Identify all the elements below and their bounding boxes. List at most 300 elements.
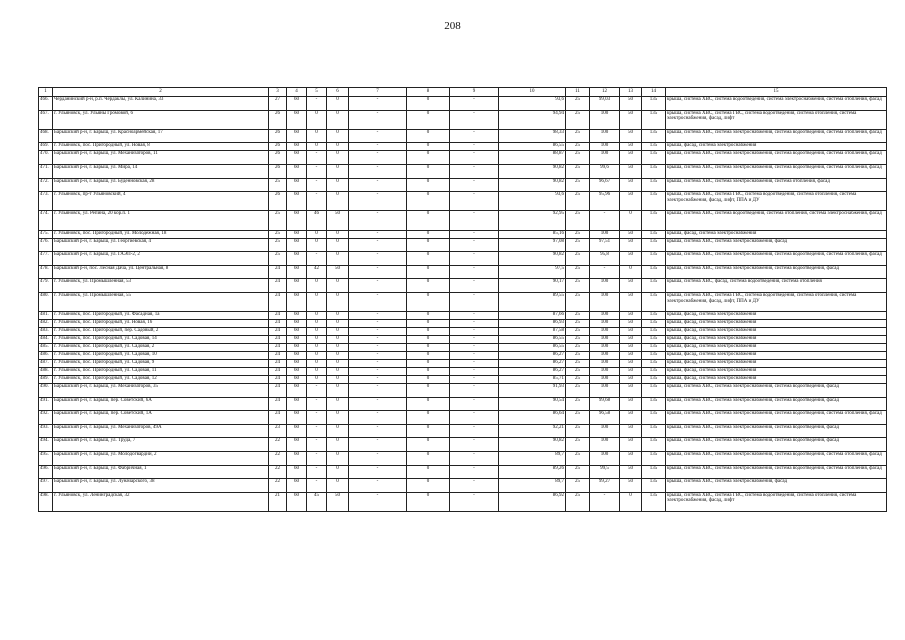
cell-col-8: 0	[407, 238, 450, 252]
cell-col-3: 22	[269, 465, 287, 479]
cell-col-11: 25	[566, 252, 590, 266]
table-row	[39, 312, 887, 320]
cell-address: г. Ульяновск, ул. Ульяны Громовой, 6	[53, 110, 269, 129]
cell-row-number: 490.	[39, 384, 53, 398]
cell-col-3: 22	[269, 452, 287, 466]
cell-col-11: 25	[566, 368, 590, 376]
cell-col-3: 26	[269, 151, 287, 165]
cell-col-3: 25	[269, 211, 287, 230]
cell-col-14: 135	[642, 352, 666, 360]
cell-col-4: 60	[287, 312, 307, 320]
cell-row-number: 485.	[39, 344, 53, 352]
table-row	[39, 230, 887, 238]
cell-col-7: -	[349, 411, 407, 425]
cell-col-14: 135	[642, 143, 666, 151]
cell-col-5: -	[307, 424, 327, 438]
cell-col-8: 0	[407, 143, 450, 151]
column-number: 13	[620, 88, 642, 97]
cell-col-7: -	[349, 397, 407, 411]
cell-col-4: 60	[287, 397, 307, 411]
cell-col-11: 25	[566, 384, 590, 398]
cell-row-number: 494.	[39, 438, 53, 452]
column-number: 3	[269, 88, 287, 97]
cell-work-types: крыша, система ХВС, система ГВС, система водоотведения, система отопления, система электроснабжения, фасад, лифт	[666, 110, 887, 129]
cell-col-8: 0	[407, 151, 450, 165]
cell-col-8: 0	[407, 252, 450, 266]
cell-col-12: 100	[590, 143, 620, 151]
cell-address: Барышский р-н, г. Барыш, ул. Механизаторов, 35	[53, 384, 269, 398]
cell-row-number: 478.	[39, 265, 53, 279]
cell-work-types: крыша, фасад, система электроснабжения	[666, 143, 887, 151]
cell-col-3: 24	[269, 384, 287, 398]
cell-col-11: 25	[566, 97, 590, 111]
cell-col-13: 50	[620, 110, 642, 129]
cell-address: Барышский р-н, г. Барыш, ул. Буденновская, 28	[53, 178, 269, 192]
cell-address: г. Ульяновск, пос. Пригородный, ул. Садовая, 14	[53, 336, 269, 344]
cell-col-7: -	[349, 238, 407, 252]
cell-col-5: 0	[307, 238, 327, 252]
cell-col-10: 85,16	[499, 230, 566, 238]
cell-row-number: 489.	[39, 376, 53, 384]
cell-col-5: 0	[307, 336, 327, 344]
cell-col-14: 135	[642, 479, 666, 493]
cell-col-11: 25	[566, 230, 590, 238]
cell-work-types: крыша, фасад, система электроснабжения	[666, 312, 887, 320]
cell-col-13: 50	[620, 479, 642, 493]
cell-address: Барышский р-н, г. Барыш, ул. Луначарского, 38	[53, 479, 269, 493]
cell-row-number: 477.	[39, 252, 53, 266]
cell-row-number: 486.	[39, 352, 53, 360]
cell-col-3: 24	[269, 279, 287, 293]
cell-col-6: 0	[327, 368, 349, 376]
cell-work-types: крыша, система ХВС, система электроснабжения, система водоотведения, система отопления, фасад	[666, 465, 887, 479]
cell-col-7: -	[349, 360, 407, 368]
cell-col-4: 60	[287, 465, 307, 479]
cell-col-7: -	[349, 384, 407, 398]
column-number: 4	[287, 88, 307, 97]
cell-col-6: 0	[327, 360, 349, 368]
cell-col-4: 60	[287, 352, 307, 360]
cell-col-10: 86,64	[499, 411, 566, 425]
cell-col-10: 93,6	[499, 192, 566, 211]
table-row	[39, 178, 887, 192]
cell-work-types: крыша, система ХВС, система электроснабжения, система водоотведения, система отопления, фасад	[666, 411, 887, 425]
cell-col-3: 27	[269, 97, 287, 111]
cell-work-types: крыша, система ХВС, система электроснабжения, система отопления, фасад	[666, 178, 887, 192]
cell-col-12: 100	[590, 352, 620, 360]
cell-col-6: 0	[327, 312, 349, 320]
cell-col-14: 135	[642, 320, 666, 328]
cell-col-8: 0	[407, 230, 450, 238]
cell-col-4: 60	[287, 265, 307, 279]
cell-col-11: 25	[566, 279, 590, 293]
column-number: 10	[499, 88, 566, 97]
cell-work-types: крыша, фасад, система электроснабжения	[666, 230, 887, 238]
cell-col-6: 0	[327, 465, 349, 479]
cell-col-9: -	[450, 344, 499, 352]
cell-col-11: 25	[566, 424, 590, 438]
cell-col-14: 135	[642, 110, 666, 129]
cell-col-7: -	[349, 151, 407, 165]
table-row	[39, 336, 887, 344]
cell-col-10: 89,7	[499, 452, 566, 466]
cell-col-7: -	[349, 368, 407, 376]
table-row	[39, 320, 887, 328]
cell-col-12: 99,6	[590, 164, 620, 178]
cell-row-number: 474.	[39, 211, 53, 230]
cell-col-13: 50	[620, 164, 642, 178]
cell-address: Барышский р-н, г. Барыш, ул. Красноармейская, 17	[53, 129, 269, 143]
cell-col-13: 50	[620, 344, 642, 352]
cell-col-5: 0	[307, 352, 327, 360]
column-number: 15	[666, 88, 887, 97]
cell-col-10: 97,08	[499, 238, 566, 252]
cell-col-3: 25	[269, 252, 287, 266]
cell-col-4: 60	[287, 376, 307, 384]
cell-col-12: 100	[590, 424, 620, 438]
cell-col-6: 0	[327, 479, 349, 493]
cell-col-12: 100	[590, 230, 620, 238]
cell-col-6: 0	[327, 344, 349, 352]
cell-col-11: 25	[566, 360, 590, 368]
cell-col-7: -	[349, 452, 407, 466]
cell-col-9: -	[450, 230, 499, 238]
cell-col-7: -	[349, 178, 407, 192]
table-row	[39, 110, 887, 129]
cell-address: г. Ульяновск, ул. Репина, 20 кор.п. 1	[53, 211, 269, 230]
cell-col-9: -	[450, 279, 499, 293]
cell-col-12: -	[590, 211, 620, 230]
cell-col-3: 26	[269, 129, 287, 143]
cell-col-13: 50	[620, 178, 642, 192]
cell-col-13: 50	[620, 192, 642, 211]
table-row	[39, 384, 887, 398]
cell-col-4: 60	[287, 320, 307, 328]
cell-row-number: 476.	[39, 238, 53, 252]
cell-col-6: 0	[327, 110, 349, 129]
cell-col-10: 94,94	[499, 110, 566, 129]
table-row	[39, 438, 887, 452]
cell-col-3: 24	[269, 292, 287, 311]
cell-col-9: -	[450, 384, 499, 398]
cell-col-3: 26	[269, 110, 287, 129]
cell-col-12: 100	[590, 279, 620, 293]
cell-address: г. Ульяновск, ул. Промышленная, 55	[53, 292, 269, 311]
cell-col-9: -	[450, 328, 499, 336]
cell-col-12: -	[590, 492, 620, 511]
cell-col-10: 97,5	[499, 265, 566, 279]
cell-col-13: 50	[620, 336, 642, 344]
cell-work-types: крыша, система ХВС, система ГВС, система водоотведения, система отопления, система электроснабжения, фасад, лифт, ППА и ДУ	[666, 192, 887, 211]
table-row	[39, 368, 887, 376]
cell-col-14: 135	[642, 265, 666, 279]
table-row	[39, 279, 887, 293]
cell-col-11: 25	[566, 178, 590, 192]
cell-col-13: 50	[620, 279, 642, 293]
cell-work-types: крыша, система ХВС, система электроснабжения, система водоотведения, система отопления, фасад	[666, 452, 887, 466]
table-row	[39, 328, 887, 336]
cell-col-12: 100	[590, 320, 620, 328]
cell-col-6: 0	[327, 151, 349, 165]
cell-work-types: крыша, фасад, система электроснабжения	[666, 360, 887, 368]
table-row	[39, 424, 887, 438]
cell-col-7: -	[349, 344, 407, 352]
cell-address: г. Ульяновск, пос. Пригородный, ул. Садовая, 11	[53, 368, 269, 376]
cell-col-9: -	[450, 360, 499, 368]
cell-col-12: 97,51	[590, 238, 620, 252]
cell-col-6: 0	[327, 279, 349, 293]
cell-col-7: -	[349, 312, 407, 320]
cell-col-13: 0	[620, 492, 642, 511]
cell-col-12: 100	[590, 452, 620, 466]
cell-row-number: 472.	[39, 178, 53, 192]
cell-col-4: 60	[287, 279, 307, 293]
cell-work-types: крыша, система ХВС, система электроснабжения, система водоотведения, система отопления, фасад	[666, 252, 887, 266]
table-row	[39, 344, 887, 352]
column-number-row	[39, 88, 887, 97]
cell-col-12: 100	[590, 360, 620, 368]
column-number: 8	[407, 88, 450, 97]
cell-col-6: 0	[327, 164, 349, 178]
cell-col-5: -	[307, 252, 327, 266]
cell-col-10: 90,82	[499, 178, 566, 192]
cell-col-10: 90,82	[499, 252, 566, 266]
table-row	[39, 376, 887, 384]
cell-col-4: 60	[287, 479, 307, 493]
cell-col-9: -	[450, 479, 499, 493]
cell-col-9: -	[450, 320, 499, 328]
cell-row-number: 496.	[39, 465, 53, 479]
cell-col-4: 60	[287, 110, 307, 129]
cell-work-types: крыша, система ХВС, система электроснабжения, фасад	[666, 238, 887, 252]
table-row	[39, 452, 887, 466]
cell-work-types: крыша, система ХВС, система электроснабжения, система водоотведения, фасад	[666, 384, 887, 398]
cell-col-5: -	[307, 97, 327, 111]
cell-row-number: 482.	[39, 320, 53, 328]
cell-col-14: 135	[642, 411, 666, 425]
cell-col-7: -	[349, 352, 407, 360]
cell-col-12: 100	[590, 368, 620, 376]
cell-col-13: 50	[620, 360, 642, 368]
cell-col-10: 86,27	[499, 352, 566, 360]
cell-col-7: -	[349, 292, 407, 311]
cell-col-5: -	[307, 178, 327, 192]
cell-row-number: 475.	[39, 230, 53, 238]
table-row	[39, 292, 887, 311]
cell-col-12: 100	[590, 151, 620, 165]
cell-col-4: 60	[287, 411, 307, 425]
cell-col-8: 0	[407, 376, 450, 384]
column-number: 1	[39, 88, 53, 97]
cell-col-12: 95,96	[590, 192, 620, 211]
cell-col-3: 26	[269, 143, 287, 151]
cell-col-7: -	[349, 143, 407, 151]
cell-row-number: 493.	[39, 424, 53, 438]
cell-row-number: 497.	[39, 479, 53, 493]
cell-address: Барышский р-н, г. Барыш, ул. ГАЭП-2, 2	[53, 252, 269, 266]
cell-address: г. Ульяновск, пос. Пригородный, ул. Молодёжная, 18	[53, 230, 269, 238]
cell-col-8: 0	[407, 368, 450, 376]
column-number: 6	[327, 88, 349, 97]
cell-col-6: 50	[327, 265, 349, 279]
table-row	[39, 129, 887, 143]
cell-col-7: -	[349, 479, 407, 493]
cell-col-13: 50	[620, 97, 642, 111]
cell-col-5: 0	[307, 344, 327, 352]
cell-col-11: 25	[566, 143, 590, 151]
cell-col-4: 60	[287, 344, 307, 352]
cell-col-5: -	[307, 151, 327, 165]
cell-col-12: 100	[590, 384, 620, 398]
cell-col-5: 0	[307, 230, 327, 238]
cell-col-11: 25	[566, 211, 590, 230]
cell-col-8: 0	[407, 279, 450, 293]
cell-col-9: -	[450, 368, 499, 376]
cell-col-6: 0	[327, 230, 349, 238]
cell-address: Черданинский р-н, р.п. Чердаклы, ул. Калинина, 33	[53, 97, 269, 111]
cell-col-10: 91,93	[499, 384, 566, 398]
cell-col-6: 0	[327, 424, 349, 438]
cell-row-number: 498.	[39, 492, 53, 511]
cell-col-10: 92,21	[499, 424, 566, 438]
cell-col-3: 24	[269, 344, 287, 352]
cell-work-types: крыша, система ХВС, система электроснабжения, система водоотведения, система отопления, фасад	[666, 129, 887, 143]
table-row	[39, 151, 887, 165]
column-number: 9	[450, 88, 499, 97]
cell-col-5: 46	[307, 211, 327, 230]
cell-address: Барышский р-н, пос. Лесная Дача, ул. Центральная, 8	[53, 265, 269, 279]
cell-col-11: 25	[566, 129, 590, 143]
cell-address: г. Ульяновск, ул. Ленинградская, 32	[53, 492, 269, 511]
cell-col-12: 100	[590, 336, 620, 344]
cell-address: г. Ульяновск, пос. Пригородный, пер. Садовый, 2	[53, 328, 269, 336]
cell-work-types: крыша, фасад, система электроснабжения	[666, 320, 887, 328]
cell-col-9: -	[450, 492, 499, 511]
cell-address: г. Ульяновск, пос. Пригородный, ул. Садовая, 9	[53, 360, 269, 368]
cell-col-5: 0	[307, 368, 327, 376]
cell-col-10: 89,7	[499, 479, 566, 493]
cell-col-7: -	[349, 376, 407, 384]
cell-col-5: 0	[307, 360, 327, 368]
cell-col-10: 85,71	[499, 376, 566, 384]
cell-col-3: 22	[269, 438, 287, 452]
cell-col-11: 25	[566, 110, 590, 129]
cell-col-11: 25	[566, 352, 590, 360]
cell-address: Барышский р-н, г. Барыш, ул. Мира, 14	[53, 164, 269, 178]
cell-col-6: 0	[327, 336, 349, 344]
cell-col-3: 24	[269, 360, 287, 368]
cell-col-8: 0	[407, 292, 450, 311]
cell-col-10: 88,87	[499, 151, 566, 165]
column-number: 2	[53, 88, 269, 97]
cell-row-number: 469.	[39, 143, 53, 151]
column-number: 5	[307, 88, 327, 97]
cell-col-12: 96,58	[590, 411, 620, 425]
cell-col-3: 21	[269, 492, 287, 511]
cell-col-10: 86,93	[499, 320, 566, 328]
cell-col-6: 0	[327, 97, 349, 111]
cell-col-4: 60	[287, 211, 307, 230]
cell-col-13: 50	[620, 312, 642, 320]
cell-address: Барышский р-н, г. Барыш, ул. Георгиевская, 4	[53, 238, 269, 252]
cell-col-12: 99,68	[590, 397, 620, 411]
cell-col-11: 25	[566, 292, 590, 311]
cell-col-12: 100	[590, 328, 620, 336]
cell-row-number: 488.	[39, 368, 53, 376]
cell-col-7: -	[349, 492, 407, 511]
cell-col-8: 0	[407, 452, 450, 466]
cell-address: Барышский р-н, г. Барыш, ул. Механизаторов, 49А	[53, 424, 269, 438]
cell-col-8: 0	[407, 479, 450, 493]
cell-col-14: 135	[642, 492, 666, 511]
cell-col-4: 60	[287, 238, 307, 252]
cell-col-4: 60	[287, 424, 307, 438]
cell-col-13: 50	[620, 465, 642, 479]
cell-address: Барышский р-н, г. Барыш, ул. Фабричная, 1	[53, 465, 269, 479]
cell-work-types: крыша, система ХВС, система электроснабжения, система водоотведения, фасад	[666, 265, 887, 279]
cell-col-13: 50	[620, 424, 642, 438]
cell-col-14: 135	[642, 97, 666, 111]
cell-col-10: 86,55	[499, 344, 566, 352]
cell-col-9: -	[450, 265, 499, 279]
cell-col-8: 0	[407, 211, 450, 230]
cell-col-7: -	[349, 320, 407, 328]
cell-col-14: 135	[642, 438, 666, 452]
housing-register-table	[38, 87, 887, 512]
cell-col-10: 89,55	[499, 292, 566, 311]
cell-col-3: 25	[269, 230, 287, 238]
cell-col-9: -	[450, 129, 499, 143]
cell-col-12: 99,27	[590, 479, 620, 493]
cell-col-13: 0	[620, 211, 642, 230]
cell-col-13: 50	[620, 129, 642, 143]
cell-col-11: 25	[566, 438, 590, 452]
cell-col-5: 0	[307, 376, 327, 384]
cell-col-11: 25	[566, 344, 590, 352]
cell-col-10: 90,82	[499, 164, 566, 178]
cell-col-14: 135	[642, 344, 666, 352]
cell-col-10: 86,55	[499, 336, 566, 344]
cell-col-7: -	[349, 192, 407, 211]
cell-col-3: 24	[269, 336, 287, 344]
cell-address: г. Ульяновск, пос. Пригородный, ул. Садовая, 10	[53, 352, 269, 360]
table-row	[39, 211, 887, 230]
cell-col-9: -	[450, 143, 499, 151]
cell-col-11: 25	[566, 479, 590, 493]
cell-col-7: -	[349, 230, 407, 238]
cell-col-10: 86,92	[499, 492, 566, 511]
cell-col-9: -	[450, 376, 499, 384]
cell-col-12: 99,03	[590, 97, 620, 111]
cell-col-10: 86,55	[499, 143, 566, 151]
cell-col-14: 135	[642, 360, 666, 368]
cell-col-13: 0	[620, 265, 642, 279]
cell-col-5: 0	[307, 320, 327, 328]
table-row	[39, 360, 887, 368]
column-number: 12	[590, 88, 620, 97]
cell-work-types: крыша, система ХВС, фасад, система водоотведения, система отопления	[666, 279, 887, 293]
cell-col-10: 90,54	[499, 397, 566, 411]
cell-col-11: 25	[566, 397, 590, 411]
cell-col-3: 22	[269, 479, 287, 493]
cell-col-4: 60	[287, 292, 307, 311]
cell-col-13: 50	[620, 397, 642, 411]
cell-col-14: 135	[642, 192, 666, 211]
cell-col-3: 25	[269, 178, 287, 192]
cell-col-14: 135	[642, 238, 666, 252]
cell-col-10: 87,58	[499, 328, 566, 336]
cell-row-number: 466.	[39, 97, 53, 111]
